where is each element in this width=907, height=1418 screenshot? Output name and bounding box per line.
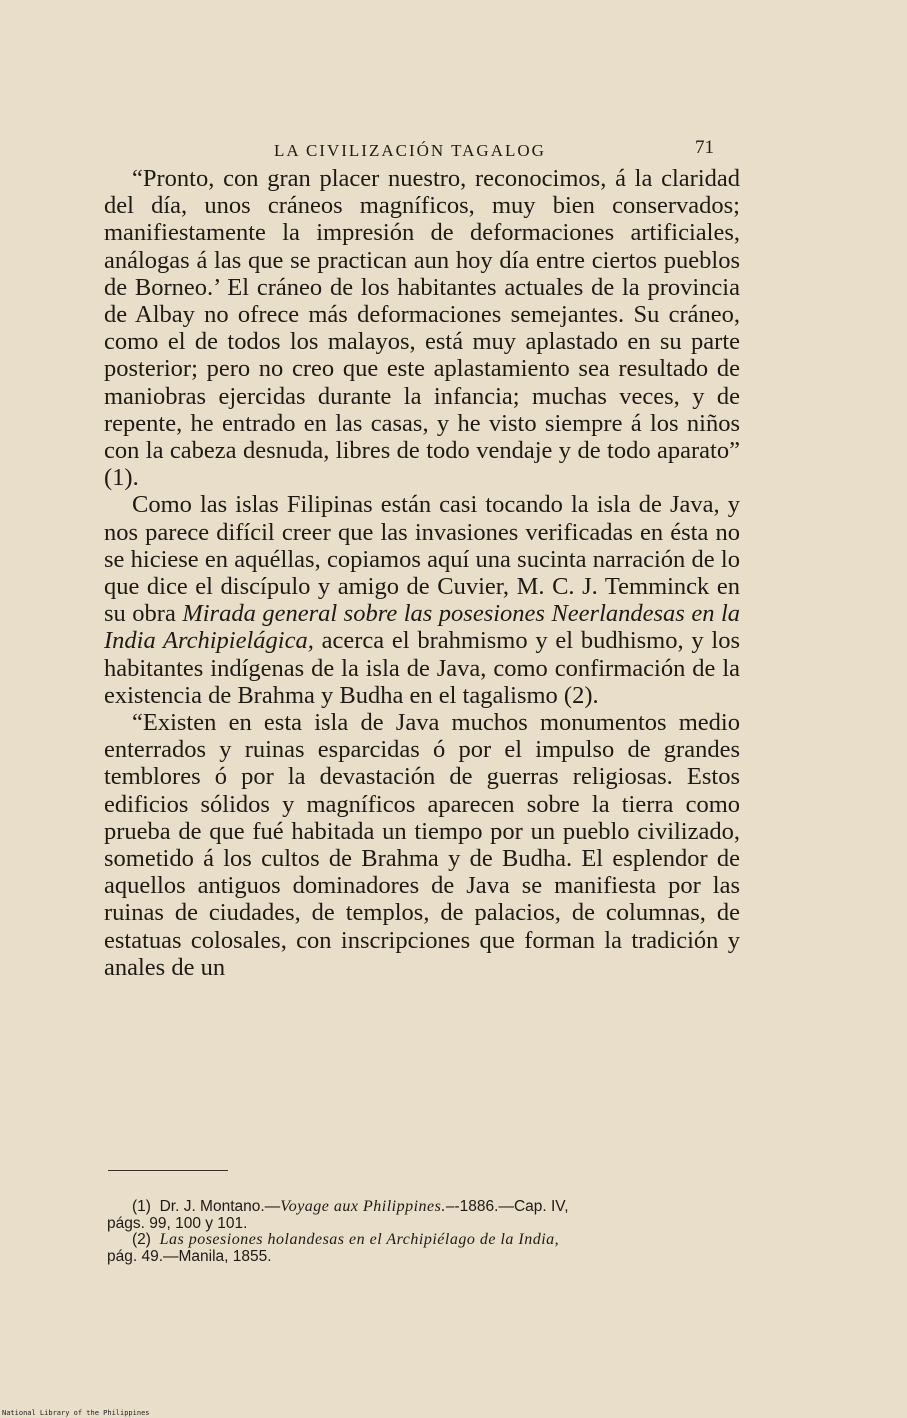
paragraph-temminck [104, 491, 740, 709]
footnote-details: –-1886.—Cap. IV, [445, 1198, 569, 1215]
footnote-title: Las posesiones holandesas en el Archipiélago de la India, [159, 1231, 560, 1248]
footnotes [107, 1198, 744, 1265]
footnote-marker: (1) [132, 1198, 151, 1215]
body-text [104, 165, 740, 981]
footnote-1 [132, 1199, 744, 1216]
paragraph-text: Como las islas Filipinas están casi tocando la isla de Java, y nos parece difícil creer que las invasiones verificadas en ésta no se hiciese en aquéllas, copiamos aquí una sucinta narración de lo que dice el discípulo y amigo de Cuvier, M. C. J. Temminck en su obra [104, 491, 740, 628]
footnote-title: Voyage aux Philippines. [280, 1198, 446, 1215]
running-header [104, 137, 744, 167]
work-title: Mirada general sobre las posesiones Neerlandesas en la India Archipielágica, [104, 600, 740, 655]
running-title: LA CIVILIZACIÓN TAGALOG [274, 141, 546, 160]
footnote-1-continuation: págs. 99, 100 y 101. [107, 1214, 248, 1232]
footnote-author: Dr. J. Montano.— [159, 1198, 281, 1215]
paragraph-quote-java: “Existen en esta isla de Java muchos monumentos medio enterrados y ruinas esparcidas ó por el impulso de grandes temblores ó por la devastación de guerras religiosas. Estos edificios sólidos y magníficos aparecen sobre la tierra como prueba de que fué habitada un tiempo por un pueblo civilizado, sometido á los cultos de Brahma y de Budha. El esplendor de aquellos antiguos dominadores de Java se manifiesta por las ruinas de ciudades, de templos, de palacios, de columnas, de estatuas colosales, con inscripciones que forman la tradición y anales de un [104, 709, 740, 981]
paragraph-quote-montano: “Pronto, con gran placer nuestro, reconocimos, á la claridad del día, unos cráneos magníficos, muy bien conservados; manifiestamente la impresión de deformaciones artificiales, análogas á las que se practican aun hoy día entre ciertos pueblos de Borneo.’ El cráneo de los habitantes actuales de la provincia de Albay no ofrece más deformaciones semejantes. Su cráneo, como el de todos los malayos, está muy aplastado en su parte posterior; pero no creo que este aplastamiento sea resultado de maniobras ejercidas durante la infancia; muchas veces, y de repente, he entrado en las casas, y he visto siempre á los niños con la cabeza desnuda, libres de todo vendaje y de todo aparato” (1). [104, 165, 740, 492]
footnote-2-continuation: pág. 49.—Manila, 1855. [107, 1247, 272, 1265]
footnote-divider [108, 1170, 228, 1171]
paragraph-text: acerca el brahmismo y el budhismo, y los habitantes indígenas de la isla de Java, como confirmación de la existencia de Brahma y Budha en el tagalismo (2). [104, 627, 740, 709]
footnote-2 [132, 1232, 744, 1249]
footnote-marker: (2) [132, 1231, 151, 1248]
library-credit: National Library of the Philippines [2, 1409, 150, 1417]
page-number: 71 [695, 137, 714, 158]
